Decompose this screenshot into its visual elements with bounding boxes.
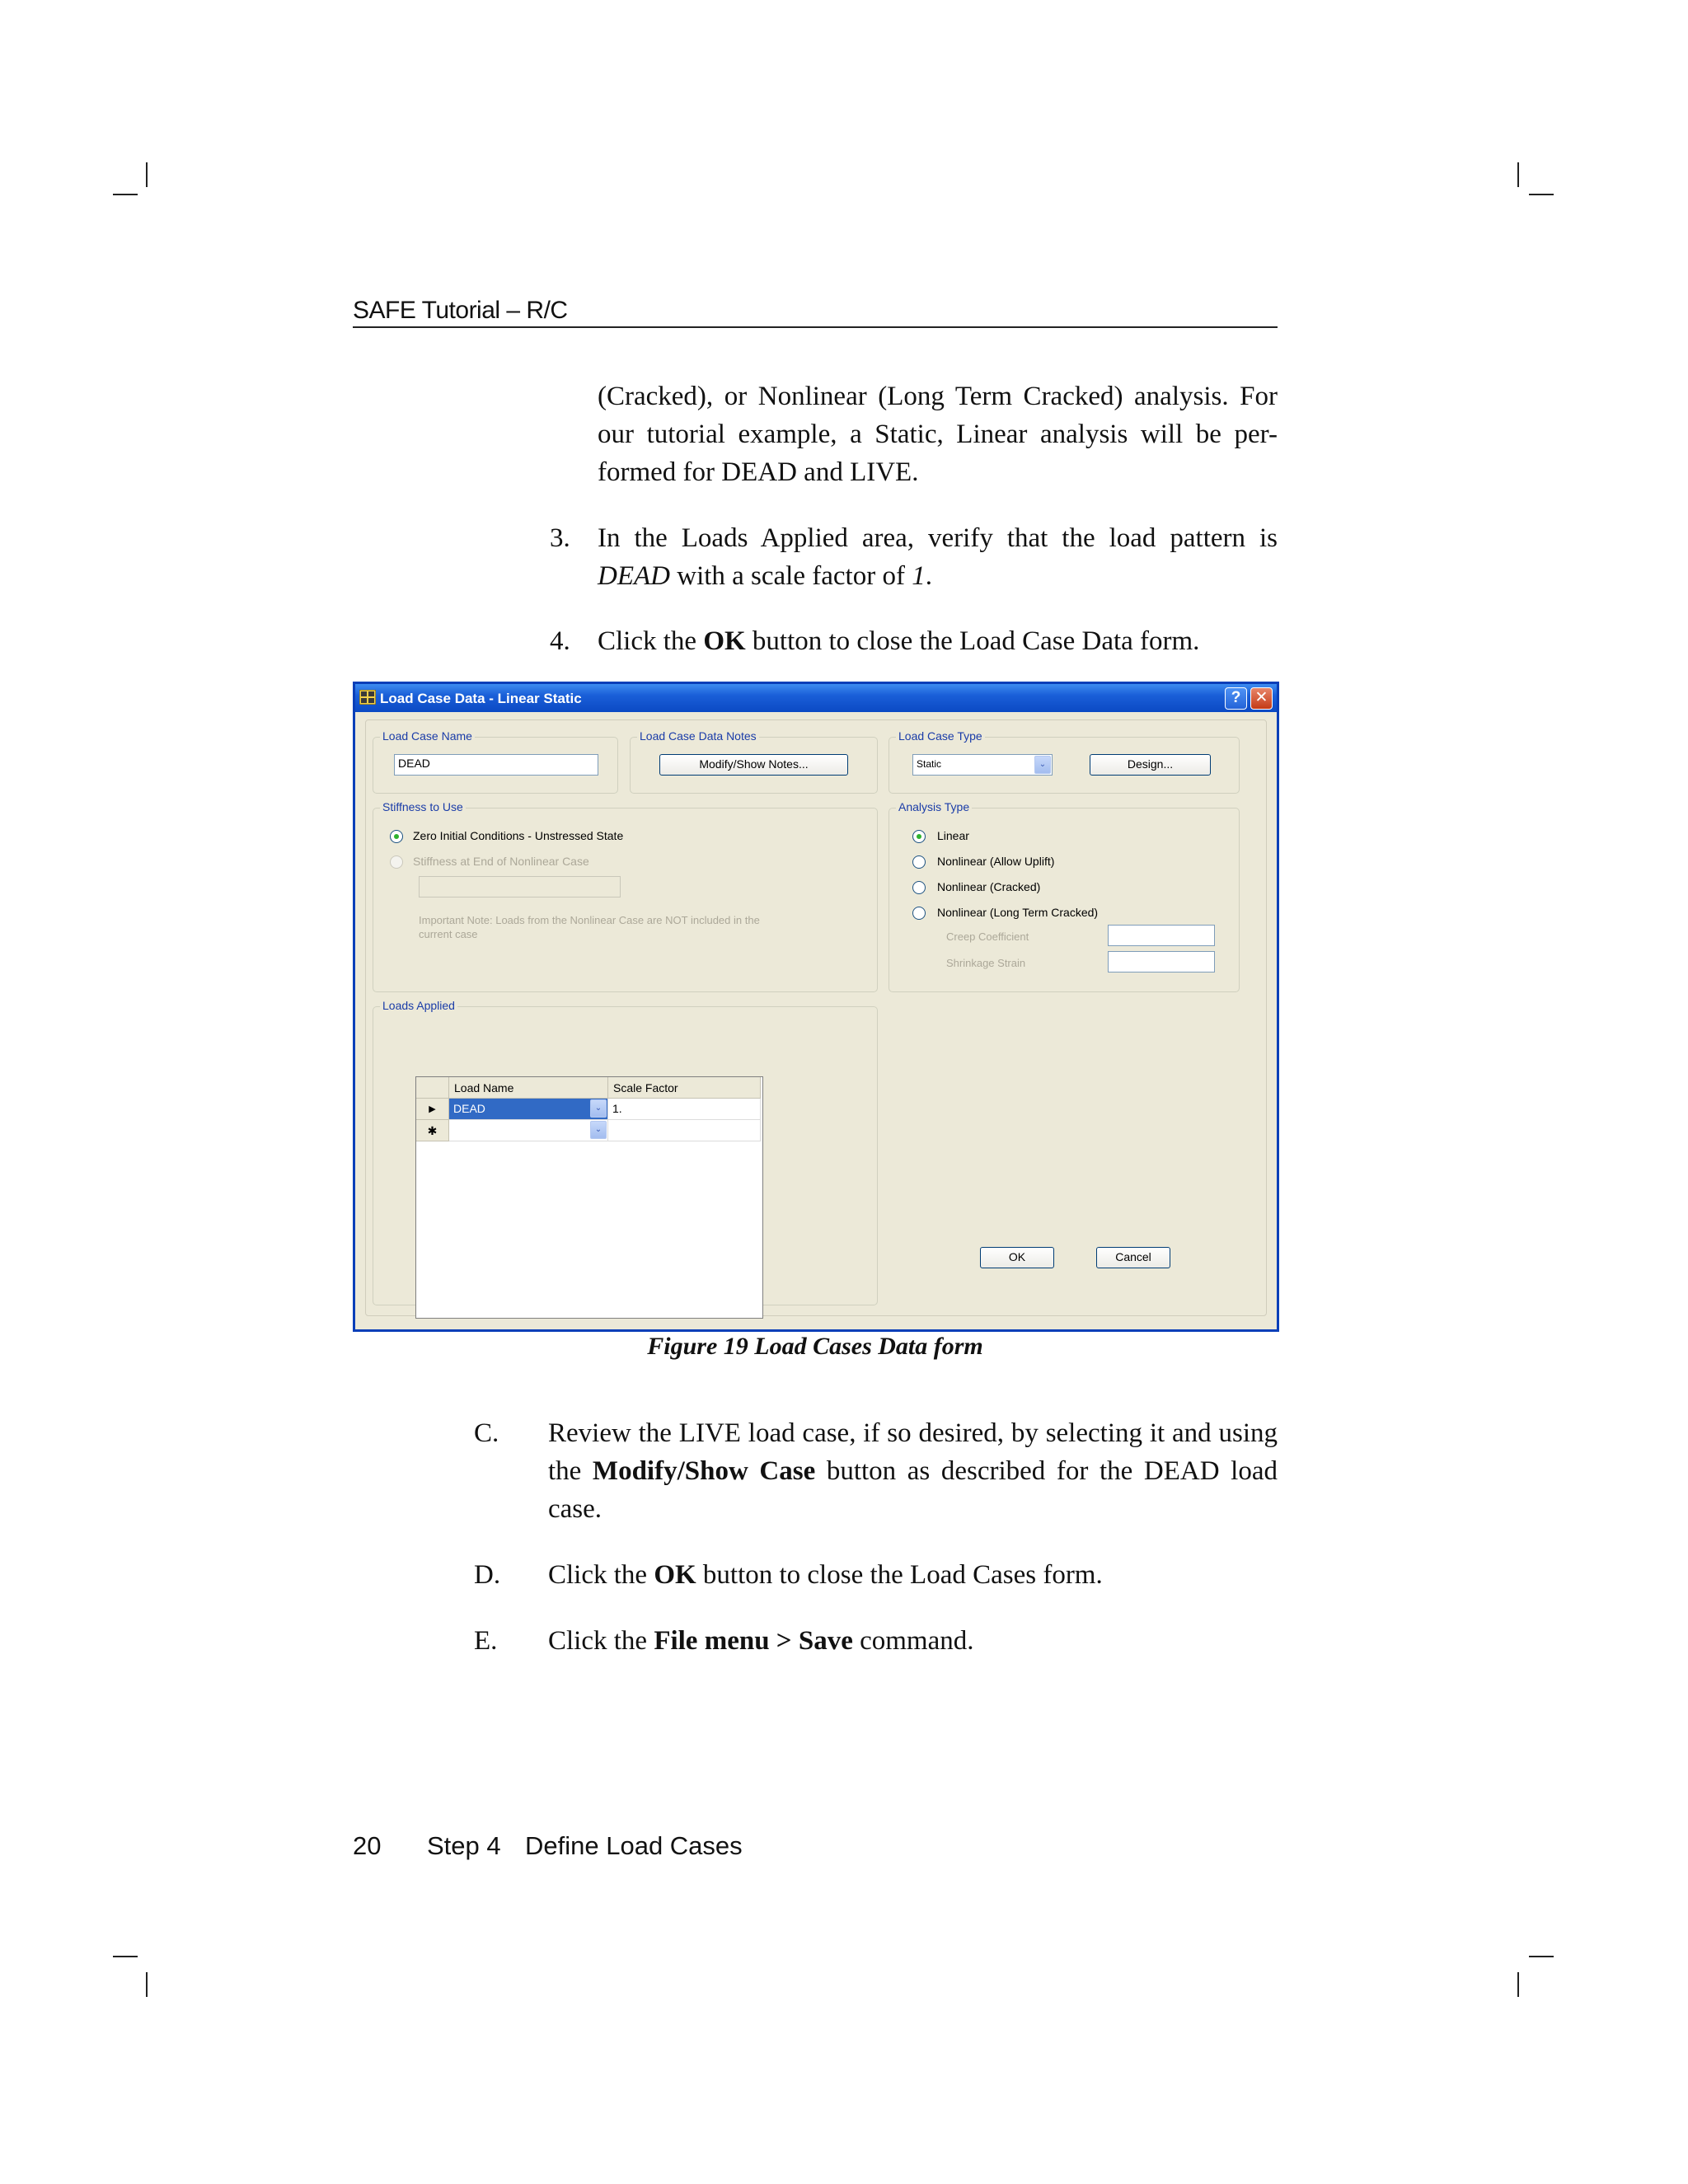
- step-text-part: button to close the Load Cases form.: [696, 1560, 1103, 1590]
- crop-mark: [146, 1972, 148, 1997]
- step-text: [548, 1414, 1278, 1528]
- step-text-bold: OK: [654, 1560, 696, 1590]
- group-load-case-name: [373, 729, 618, 794]
- close-button[interactable]: ✕: [1250, 687, 1273, 710]
- row-selector-new[interactable]: ✱: [416, 1120, 449, 1141]
- group-label: Load Case Data Notes: [637, 729, 759, 743]
- chevron-down-icon: ⌄: [1034, 756, 1051, 774]
- group-label: Analysis Type: [896, 800, 972, 813]
- radio-nonlinear-uplift[interactable]: [912, 855, 926, 869]
- figure-caption: Figure 19 Load Cases Data form: [647, 1333, 983, 1360]
- radio-zero-initial[interactable]: [390, 830, 403, 843]
- step-text-bold: OK: [703, 626, 746, 656]
- column-header-scale-factor[interactable]: Scale Factor: [608, 1077, 761, 1099]
- modify-show-notes-button[interactable]: Modify/Show Notes...: [659, 754, 848, 776]
- important-note: [419, 913, 847, 941]
- group-analysis-type: [889, 800, 1240, 992]
- intro-line: our tutorial example, a Static, Linear analysis will be per-: [598, 419, 1278, 449]
- load-case-data-dialog: [353, 682, 1279, 1332]
- radio-label: Zero Initial Conditions - Unstressed State: [413, 829, 624, 842]
- ok-button[interactable]: OK: [980, 1247, 1054, 1268]
- load-pattern: DEAD: [598, 561, 670, 591]
- step-text-part: with a scale factor of: [669, 561, 912, 591]
- radio-linear[interactable]: [912, 830, 926, 843]
- radio-label: Nonlinear (Cracked): [937, 880, 1041, 893]
- step-text: [598, 622, 1278, 660]
- step-text-part: command.: [852, 1626, 974, 1656]
- scale-factor-cell-new[interactable]: [608, 1120, 761, 1141]
- crop-mark: [146, 162, 148, 187]
- crop-mark: [113, 194, 138, 195]
- dialog-title: Load Case Data - Linear Static: [380, 691, 582, 706]
- running-head: SAFE Tutorial – R/C: [353, 297, 1278, 328]
- step-line: [548, 1452, 1278, 1490]
- group-label: Load Case Name: [380, 729, 475, 743]
- shrinkage-strain-input[interactable]: [1108, 951, 1215, 972]
- dialog-content-frame: [365, 719, 1267, 1316]
- intro-paragraph: [598, 377, 1278, 491]
- cell-value: DEAD: [453, 1102, 485, 1115]
- chevron-down-icon[interactable]: ⌄: [590, 1121, 607, 1139]
- radio-label: Stiffness at End of Nonlinear Case: [413, 855, 589, 868]
- step-number: 3.: [550, 523, 570, 553]
- step-text-part: the: [548, 1456, 593, 1486]
- help-button[interactable]: ?: [1225, 687, 1247, 710]
- step-number: E.: [474, 1626, 498, 1656]
- radio-nonlinear-long-term[interactable]: [912, 907, 926, 920]
- dialog-titlebar[interactable]: [355, 684, 1277, 712]
- creep-coefficient-input[interactable]: [1108, 925, 1215, 946]
- load-name-cell[interactable]: [449, 1099, 608, 1120]
- scale-factor-cell[interactable]: 1.: [608, 1099, 761, 1120]
- cancel-button[interactable]: Cancel: [1096, 1247, 1170, 1268]
- step-text: [548, 1622, 1278, 1660]
- group-label: Load Case Type: [896, 729, 985, 743]
- group-load-case-notes: [630, 729, 878, 794]
- intro-line: (Cracked), or Nonlinear (Long Term Cracked) analysis. For: [598, 382, 1278, 411]
- crop-mark: [1517, 162, 1519, 187]
- crop-mark: [1517, 1972, 1519, 1997]
- radio-label: Nonlinear (Allow Uplift): [937, 855, 1055, 868]
- load-case-name-input[interactable]: DEAD: [394, 754, 598, 776]
- loads-applied-grid[interactable]: [415, 1076, 763, 1319]
- step-text-part: .: [925, 561, 932, 591]
- group-load-case-type: [889, 729, 1240, 794]
- footer-section: Define Load Cases: [525, 1831, 743, 1860]
- step-text: [598, 519, 1278, 595]
- step-number: 4.: [550, 626, 570, 656]
- group-label: Loads Applied: [380, 999, 457, 1012]
- step-text-part: button as described for the DEAD load: [815, 1456, 1278, 1486]
- note-line: current case: [419, 928, 478, 940]
- crop-mark: [113, 1956, 138, 1957]
- step-text-bold: Modify/Show Case: [592, 1456, 816, 1486]
- step-line: In the Loads Applied area, verify that the load pattern is: [598, 523, 1278, 553]
- nonlinear-case-select[interactable]: [419, 876, 621, 898]
- step-line: Review the LIVE load case, if so desired, by selecting it and using: [548, 1418, 1278, 1448]
- step-line: case.: [548, 1494, 603, 1524]
- column-header-load-name[interactable]: Load Name: [449, 1077, 608, 1099]
- radio-nonlinear-stiffness[interactable]: [390, 855, 403, 869]
- step-text-part: Click the: [598, 626, 704, 656]
- shrinkage-strain-label: Shrinkage Strain: [946, 957, 1026, 969]
- load-name-cell-new[interactable]: [449, 1120, 608, 1141]
- radio-nonlinear-cracked[interactable]: [912, 881, 926, 894]
- design-button[interactable]: Design...: [1090, 754, 1211, 776]
- step-text: [548, 1556, 1278, 1594]
- step-number: D.: [474, 1560, 501, 1590]
- step-number: C.: [474, 1418, 499, 1448]
- group-label: Stiffness to Use: [380, 800, 466, 813]
- footer-step: Step 4: [427, 1831, 501, 1860]
- group-stiffness: [373, 800, 878, 992]
- step-text-part: Click the: [548, 1626, 654, 1656]
- load-case-type-select[interactable]: [912, 754, 1053, 776]
- intro-line: formed for DEAD and LIVE.: [598, 457, 919, 487]
- creep-coefficient-label: Creep Coefficient: [946, 930, 1029, 943]
- step-text-part: Click the: [548, 1560, 654, 1590]
- crop-mark: [1529, 194, 1554, 195]
- chevron-down-icon[interactable]: ⌄: [590, 1099, 607, 1118]
- grid-corner: [416, 1077, 449, 1099]
- row-selector-current[interactable]: ▶: [416, 1099, 449, 1120]
- note-line: Important Note: Loads from the Nonlinear Case are NOT included in the: [419, 914, 760, 926]
- step-text-part: button to close the Load Case Data form.: [745, 626, 1200, 656]
- radio-label: Linear: [937, 829, 969, 842]
- page-number: 20: [353, 1831, 382, 1860]
- step-text-bold: File menu > Save: [654, 1626, 853, 1656]
- scale-factor: 1: [912, 561, 926, 591]
- app-icon: [359, 690, 376, 705]
- crop-mark: [1529, 1956, 1554, 1957]
- radio-label: Nonlinear (Long Term Cracked): [937, 906, 1099, 919]
- step-line: [598, 557, 1278, 595]
- selected-value: Static: [917, 758, 942, 770]
